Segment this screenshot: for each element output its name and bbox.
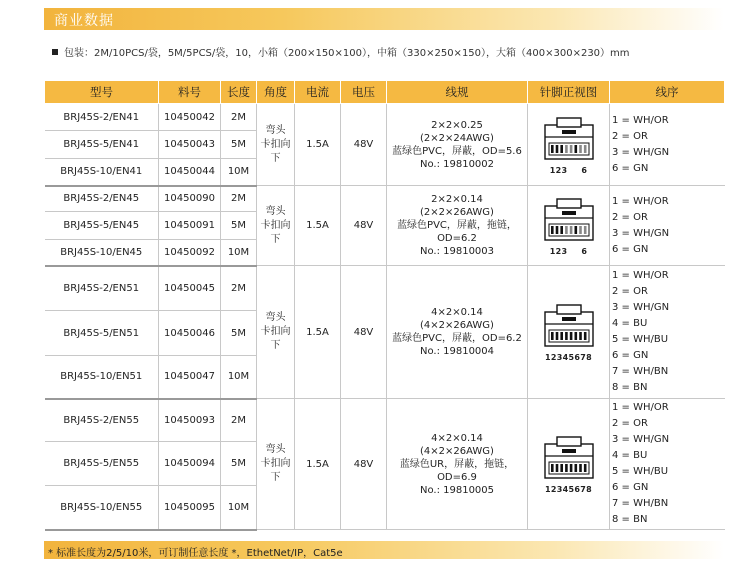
angle-line: 卡扣向 (260, 138, 291, 150)
cable-line: 4×2×0.14 (431, 432, 483, 444)
cell-length (221, 186, 257, 212)
cable-line: 蓝绿色PVC，屏蔽，拖链， (397, 220, 517, 231)
cell-angle (257, 399, 295, 530)
cell-model (45, 212, 159, 240)
angle-line: 卡扣向 (260, 219, 291, 231)
cell-wiring (610, 186, 725, 266)
wiring-item: 2 = OR (612, 418, 648, 429)
part-text: 10450094 (164, 458, 215, 469)
part-text: 10450044 (164, 166, 215, 178)
wiring-item: 8 = BN (612, 514, 648, 525)
pin-numbers (550, 247, 587, 256)
connector-diagram (528, 302, 609, 362)
rj45-connector-icon (539, 115, 599, 165)
pin-numbers (545, 485, 592, 494)
cell-model (45, 311, 159, 356)
footnote: * 标准长度为2/5/10米，可订制任意长度 *，EthetNet/IP，Cat5e (48, 548, 343, 559)
cell-model (45, 399, 159, 442)
cell-length (221, 159, 257, 186)
cable-line: 蓝绿色UR，屏蔽，拖链， (399, 458, 515, 470)
wiring-item: 5 = WH/BU (612, 334, 669, 345)
rj45-connector-icon (539, 302, 599, 352)
header-part: 料号 (159, 81, 221, 104)
model-text: BRJ45S-2/EN55 (63, 414, 140, 426)
table-row (45, 186, 725, 212)
cell-part (159, 442, 221, 486)
model-text: BRJ45S-5/EN41 (63, 139, 140, 150)
cell-wiring (610, 266, 725, 399)
angle-line: 下 (270, 233, 281, 245)
pin-numbers (550, 166, 587, 175)
cable-line: 蓝绿色PVC，屏蔽，OD=5.6 (392, 145, 522, 157)
section-title-bar (44, 8, 724, 30)
wiring-item: 8 = BN (612, 382, 648, 393)
header-angle: 角度 (257, 81, 295, 104)
model-text: BRJ45S-5/EN55 (63, 458, 140, 469)
cell-pin-view (528, 399, 610, 530)
angle-line: 下 (270, 472, 281, 483)
cell-angle (257, 104, 295, 186)
cell-length (221, 486, 257, 530)
current-text: 1.5A (306, 458, 329, 470)
cell-length (221, 104, 257, 131)
header-cable: 线规 (387, 81, 528, 104)
cell-angle (257, 266, 295, 399)
angle-line: 卡扣向 (260, 458, 291, 469)
header-wiring: 线序 (610, 81, 725, 104)
model-text: BRJ45S-5/EN45 (63, 220, 140, 231)
table-header-row (45, 81, 725, 104)
pin-numbers-a: 123 (549, 165, 568, 175)
cell-model (45, 104, 159, 131)
cell-part (159, 356, 221, 399)
cell-part (159, 131, 221, 159)
cell-part (159, 212, 221, 240)
pin-numbers-a: 12345678 (545, 353, 592, 362)
cable-line: No.: 19810002 (419, 158, 495, 170)
pin-numbers-a: 123 (549, 246, 568, 256)
model-text: BRJ45S-10/EN45 (60, 246, 143, 258)
length-text: 5M (231, 458, 246, 469)
cell-part (159, 240, 221, 266)
pin-numbers-b: 6 (581, 246, 588, 256)
connector-diagram (528, 434, 609, 494)
cell-cable (387, 266, 528, 399)
connector-diagram (528, 115, 609, 175)
cell-part (159, 186, 221, 212)
wiring-item: 4 = BU (612, 450, 648, 461)
model-text: BRJ45S-5/EN51 (63, 327, 140, 339)
wiring-item: 1 = WH/OR (612, 270, 669, 281)
cell-part (159, 266, 221, 311)
cell-current (295, 399, 341, 530)
voltage-text: 48V (353, 139, 374, 150)
angle-line: 弯头 (265, 444, 286, 455)
part-text: 10450091 (164, 220, 215, 231)
cell-length (221, 240, 257, 266)
pin-numbers (545, 353, 592, 362)
rj45-connector-icon (539, 434, 599, 484)
wiring-item: 3 = WH/GN (612, 146, 670, 158)
cell-model (45, 486, 159, 530)
current-text: 1.5A (306, 139, 329, 150)
wiring-item: 7 = WH/BN (612, 366, 669, 377)
header-voltage: 电压 (341, 81, 387, 104)
wiring-item: 3 = WH/GN (612, 434, 670, 445)
cell-pin-view (528, 186, 610, 266)
spec-table (44, 80, 725, 531)
cell-voltage (341, 186, 387, 266)
part-text: 10450095 (164, 501, 215, 513)
length-text: 10M (227, 501, 250, 513)
length-text: 2M (231, 193, 246, 205)
cell-length (221, 311, 257, 356)
cell-length (221, 399, 257, 442)
cell-wiring (610, 104, 725, 186)
length-text: 5M (231, 139, 246, 150)
header-pin-view: 针脚正视图 (528, 81, 610, 104)
cell-length (221, 266, 257, 311)
packaging-text: 包装：2M/10PCS/袋，5M/5PCS/袋，10，小箱（200×150×100），中箱（330×250×150），大箱（400×300×230）mm (64, 48, 630, 59)
part-text: 10450042 (164, 111, 215, 123)
cell-current (295, 186, 341, 266)
cable-line: No.: 19810004 (419, 346, 495, 357)
part-text: 10450046 (164, 327, 215, 339)
wiring-item: 7 = WH/BN (612, 498, 669, 509)
cell-part (159, 104, 221, 131)
cable-line: OD=6.2 (437, 233, 477, 244)
cable-line: 2×2×0.25 (431, 119, 483, 131)
length-text: 10M (227, 371, 250, 383)
wiring-item: 3 = WH/GN (612, 227, 670, 239)
cell-length (221, 131, 257, 159)
pin-numbers-a: 12345678 (545, 485, 592, 494)
cell-voltage (341, 399, 387, 530)
cell-part (159, 311, 221, 356)
length-text: 5M (231, 327, 246, 339)
wiring-item: 5 = WH/BU (612, 466, 669, 477)
cell-model (45, 131, 159, 159)
cell-model (45, 442, 159, 486)
part-text: 10450093 (164, 414, 215, 426)
angle-line: 弯头 (265, 124, 286, 136)
connector-diagram (528, 196, 609, 256)
wiring-item: 4 = BU (612, 318, 648, 329)
cell-cable (387, 399, 528, 530)
voltage-text: 48V (353, 326, 374, 338)
footnote-bar (44, 541, 724, 559)
table-row (45, 104, 725, 131)
cell-model (45, 159, 159, 186)
wiring-item: 1 = WH/OR (612, 114, 669, 126)
part-text: 10450045 (164, 282, 215, 294)
packaging-info (52, 44, 630, 59)
wiring-item: 6 = GN (612, 162, 649, 174)
cell-model (45, 356, 159, 399)
length-text: 2M (231, 111, 246, 123)
cell-wiring (610, 399, 725, 530)
cell-pin-view (528, 266, 610, 399)
cell-model (45, 266, 159, 311)
wiring-item: 2 = OR (612, 211, 648, 223)
model-text: BRJ45S-10/EN55 (60, 501, 143, 513)
model-text: BRJ45S-2/EN41 (63, 111, 140, 123)
rj45-connector-icon (539, 196, 599, 246)
angle-line: 卡扣向 (260, 326, 291, 337)
model-text: BRJ45S-2/EN51 (63, 282, 140, 294)
cable-line: 蓝绿色PVC，屏蔽，OD=6.2 (392, 333, 522, 344)
cell-current (295, 104, 341, 186)
model-text: BRJ45S-10/EN41 (60, 166, 143, 178)
cable-line: No.: 19810005 (419, 484, 495, 496)
header-model: 型号 (45, 81, 159, 104)
part-text: 10450043 (164, 139, 215, 150)
cell-model (45, 186, 159, 212)
cable-line: No.: 19810003 (419, 246, 495, 257)
table-row (45, 399, 725, 442)
length-text: 5M (231, 220, 246, 231)
cable-line: (4×2×26AWG) (420, 445, 494, 457)
table-row (45, 266, 725, 311)
cell-model (45, 240, 159, 266)
wiring-item: 6 = GN (612, 482, 649, 493)
angle-line: 下 (270, 152, 281, 164)
bullet-icon (52, 49, 58, 55)
cable-line: (2×2×24AWG) (420, 132, 494, 144)
angle-line: 弯头 (265, 205, 286, 217)
length-text: 2M (231, 282, 246, 294)
wiring-item: 1 = WH/OR (612, 195, 669, 207)
model-text: BRJ45S-2/EN45 (63, 193, 140, 205)
cell-length (221, 356, 257, 399)
voltage-text: 48V (353, 458, 374, 470)
wiring-item: 2 = OR (612, 130, 648, 142)
cable-line: (4×2×26AWG) (420, 320, 494, 331)
cell-angle (257, 186, 295, 266)
cell-cable (387, 104, 528, 186)
wiring-item: 3 = WH/GN (612, 302, 670, 313)
header-current: 电流 (295, 81, 341, 104)
part-text: 10450092 (164, 246, 215, 258)
pin-numbers-b: 6 (581, 165, 588, 175)
cell-current (295, 266, 341, 399)
wiring-item: 2 = OR (612, 286, 648, 297)
section-title: 商业数据 (54, 13, 114, 29)
current-text: 1.5A (306, 220, 329, 231)
voltage-text: 48V (353, 220, 374, 231)
part-text: 10450047 (164, 371, 215, 383)
angle-line: 弯头 (265, 312, 286, 323)
model-text: BRJ45S-10/EN51 (60, 371, 143, 383)
current-text: 1.5A (306, 326, 329, 338)
cell-voltage (341, 104, 387, 186)
length-text: 10M (227, 246, 250, 258)
wiring-item: 6 = GN (612, 243, 649, 255)
length-text: 2M (231, 414, 246, 426)
header-length: 长度 (221, 81, 257, 104)
part-text: 10450090 (164, 193, 215, 205)
cell-part (159, 159, 221, 186)
cable-line: (2×2×26AWG) (420, 207, 494, 218)
cell-voltage (341, 266, 387, 399)
cell-cable (387, 186, 528, 266)
cell-part (159, 486, 221, 530)
cell-length (221, 212, 257, 240)
wiring-item: 1 = WH/OR (612, 402, 669, 413)
cable-line: OD=6.9 (437, 471, 477, 483)
wiring-item: 6 = GN (612, 350, 649, 361)
cell-length (221, 442, 257, 486)
angle-line: 下 (270, 340, 281, 351)
length-text: 10M (227, 166, 250, 178)
cell-pin-view (528, 104, 610, 186)
cell-part (159, 399, 221, 442)
cable-line: 2×2×0.14 (431, 194, 483, 205)
cable-line: 4×2×0.14 (431, 307, 483, 318)
